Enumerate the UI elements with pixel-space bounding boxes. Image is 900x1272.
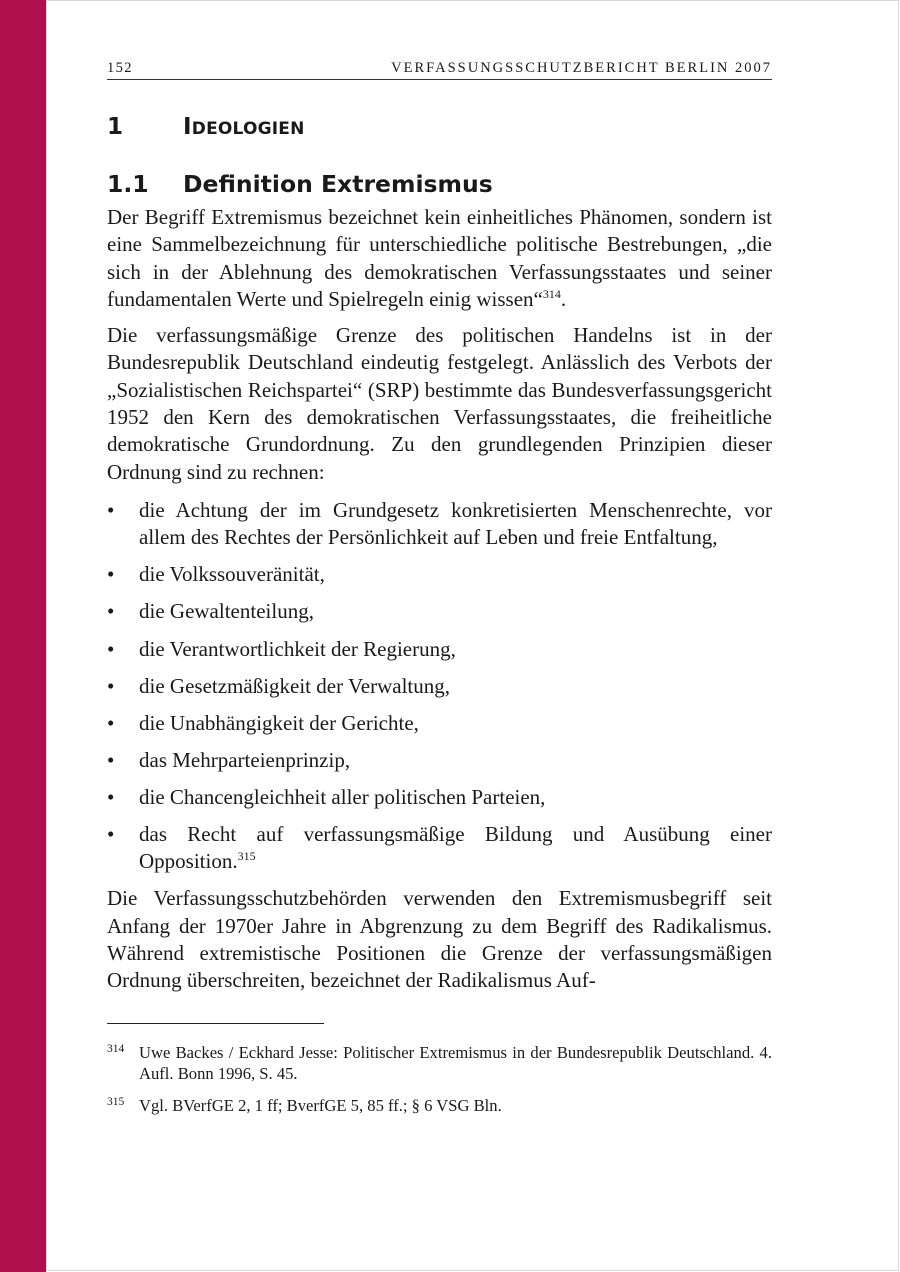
- list-item: • die Unabhängigkeit der Gerichte,: [107, 710, 772, 737]
- bullet-icon: •: [107, 747, 115, 772]
- list-item: • die Chancengleichheit aller politischen Parteien,: [107, 784, 772, 811]
- running-title: VERFASSUNGSSCHUTZBERICHT BERLIN 2007: [391, 60, 772, 76]
- paragraph-extremism-concept: Die Verfassungsschutzbehörden verwenden den Extremismusbegriff seit Anfang der 1970er Jahre in Abgrenzung zu dem Begriff des Radikalismus. Während extremistische Positionen die Grenze der verfassungsmäßigen Ordnung überschreiten, bezeichnet der Radikalismus Auf-: [107, 886, 772, 993]
- list-item: • das Mehrparteienprinzip,: [107, 747, 772, 774]
- footnotes: [107, 1042, 772, 1117]
- bullet-icon: •: [107, 673, 115, 698]
- footnote-ref-315: 315: [237, 849, 256, 864]
- bullet-icon: •: [107, 636, 115, 661]
- list-item: • die Volkssouveränität,: [107, 561, 772, 588]
- paragraph-definition: [107, 204, 772, 313]
- footnote-315: [107, 1095, 772, 1117]
- running-header: [107, 60, 772, 80]
- section-heading: [107, 170, 772, 198]
- bullet-icon: •: [107, 710, 115, 735]
- paragraph-constitutional-limit: Die verfassungsmäßige Grenze des politischen Handelns ist in der Bundesrepublik Deutschland eindeutig festgelegt. Anlässlich des Verbots der „Sozialistischen Reichspartei“ (SRP) bestimmte das Bundesverfassungsgericht 1952 den Kern des demokratischen Verfassungsstaates, die freiheitliche demokratische Grundordnung. Zu den grundlegenden Prinzipien dieser Ordnung sind zu rechnen:: [107, 323, 772, 484]
- paragraph-definition-end: .: [560, 286, 567, 311]
- list-item: • die Gesetzmäßigkeit der Verwaltung,: [107, 673, 772, 700]
- list-item: • die Verantwortlichkeit der Regierung,: [107, 636, 772, 663]
- page-content: [107, 60, 772, 1126]
- footnote-number: 314: [107, 1042, 125, 1055]
- section-number: 1.1: [107, 170, 149, 198]
- section-title: Definition Extremismus: [183, 170, 493, 198]
- bullet-icon: •: [107, 822, 115, 847]
- bullet-icon: •: [107, 497, 115, 522]
- footnote-ref-314: 314: [542, 286, 561, 301]
- paragraph-definition-text: Der Begriff Extremismus bezeichnet kein einheitliches Phänomen, sondern ist eine Sammelbezeichnung für unterschiedliche politische Bestrebungen, „die sich in der Ablehnung des demokratischen Verfassungsstaates und seiner fundamentalen Werte und Spielregeln einig wissen“: [107, 205, 772, 311]
- chapter-title-initial: I: [183, 114, 192, 140]
- chapter-title: [183, 114, 305, 140]
- footnote-number: 315: [107, 1095, 125, 1108]
- footnote-text: Uwe Backes / Eckhard Jesse: Politischer Extremismus in der Bundesrepublik Deutschland. 4. Aufl. Bonn 1996, S. 45.: [139, 1042, 772, 1084]
- footnote-text: Vgl. BVerfGE 2, 1 ff; BverfGE 5, 85 ff.; § 6 VSG Bln.: [139, 1095, 502, 1115]
- chapter-title-rest: DEOLOGIEN: [191, 119, 305, 139]
- footnote-314: [107, 1042, 772, 1085]
- principles-list: [107, 497, 772, 876]
- page-number: 152: [107, 60, 133, 76]
- bullet-icon: •: [107, 784, 115, 809]
- side-color-bar: [0, 0, 46, 1272]
- chapter-number: 1: [107, 114, 124, 140]
- footnote-divider: [107, 1023, 324, 1024]
- bullet-icon: •: [107, 562, 115, 587]
- list-item: • die Gewaltenteilung,: [107, 598, 772, 625]
- list-item: • die Achtung der im Grundgesetz konkretisierten Menschenrechte, vor allem des Rechtes der Persönlichkeit auf Leben und freie Entfaltung,: [107, 497, 772, 550]
- bullet-icon: •: [107, 599, 115, 624]
- chapter-heading: [107, 114, 772, 140]
- list-item: • das Recht auf verfassungsmäßige Bildung und Ausübung einer Opposition.$^{315}$: [107, 822, 772, 874]
